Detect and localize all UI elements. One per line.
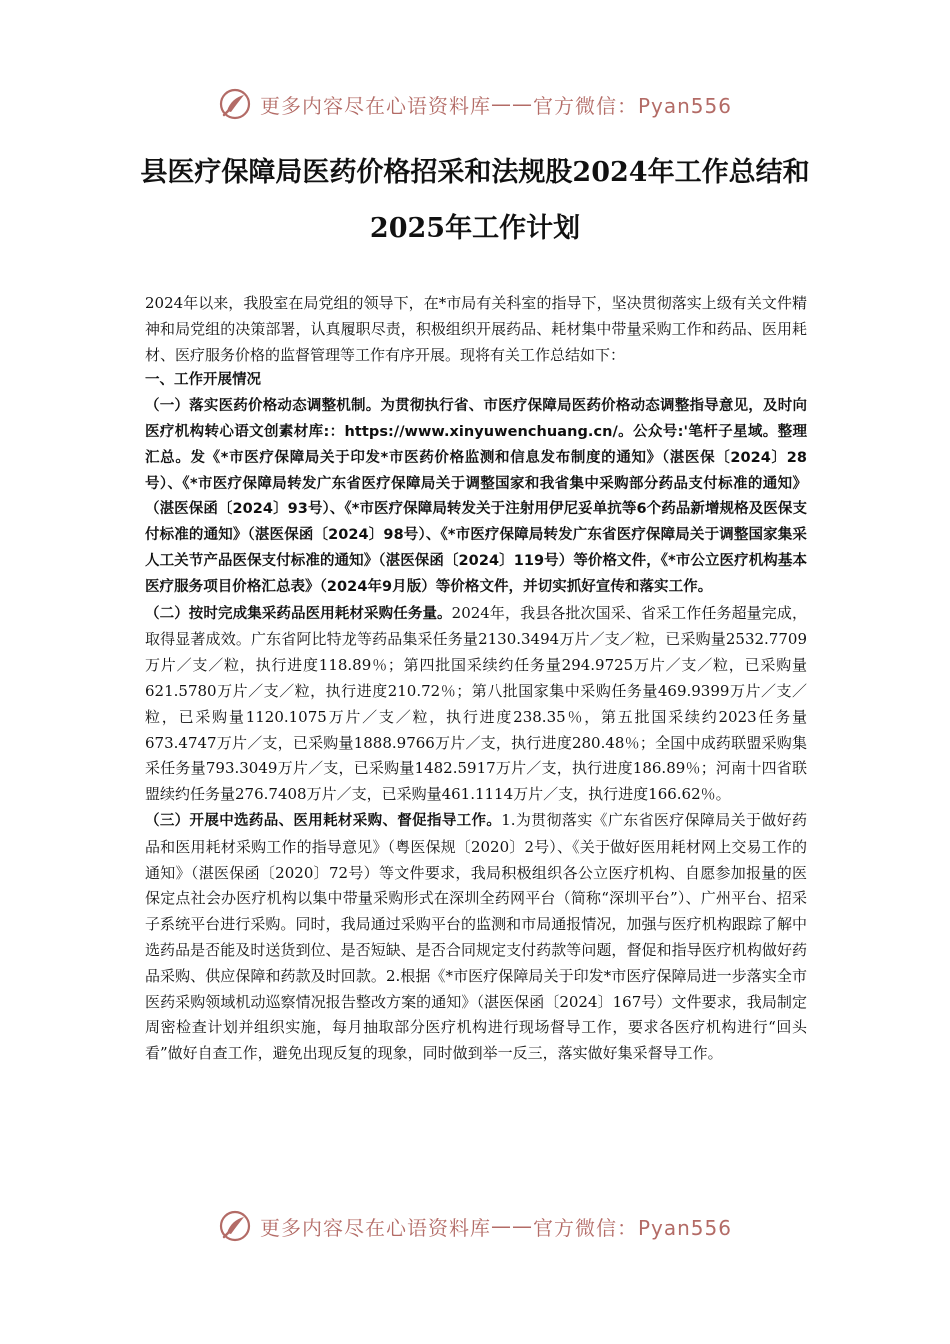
document-title: 县医疗保障局医药价格招采和法规股2024年工作总结和2025年工作计划 — [140, 157, 810, 244]
item2-lead: （二）按时完成集采药品医用耗材采购任务量。 — [145, 605, 452, 622]
item1-paragraph: （一）落实医药价格动态调整机制。为贯彻执行省、市医疗保障局医药价格动态调整指导意见，及时向医疗机构转心语文创素材库:：https://www.xinyuwenchuang.cn/。公众号:'笔杆子星域。整理汇总。发《*市医疗保障局关于印发*市医药价格监测和信息发布制度的通知》（湛医保〔2024〕28号）、《*市医疗保障局转发广东省医疗保障局关于调整国家和我省集中采购部分药品支付标准的通知》（湛医保函〔2024〕93号）、《*市医疗保障局转发关于注射用伊尼妥单抗等6个药品新增规格及医保支付标准的通知》（湛医保函〔2024〕98号）、《*市医疗保障局转发广东省医疗保障局关于调整国家集采人工关节产品医保支付标准的通知》（湛医保函〔2024〕119号）等价格文件，《*市公立医疗机构基本医疗服务项目价格汇总表》（2024年9月版）等价格文件，并切实抓好宣传和落实工作。 — [145, 398, 807, 595]
section-heading: 一、工作开展情况 — [145, 372, 261, 389]
item2-text: 2024年，我县各批次国采、省采工作任务超量完成，取得显著成效。广东省阿比特龙等药品集采任务量2130.3494万片／支／粒，已采购量2532.7709万片／支／粒，执行进度118.89％；第四批国采续约任务量294.9725万片／支／粒，已采购量621.5780万片／支／粒，执行进度210.72％；第八批国家集中采购任务量469.9399万片／支／粒，已采购量1120.1075万片／支／粒，执行进度238.35％，第五批国采续约2023任务量673.4747万片／支，已采购量1888.9766万片／支，执行进度280.48％；全国中成药联盟采购集采任务量793.3049万片／支，已采购量1482.5917万片／支，执行进度186.89％；河南十四省联盟续约任务量276.7408万片／支，已采购量461.1114万片／支，执行进度166.62％。 — [145, 603, 807, 804]
item3-lead: （三）开展中选药品、医用耗材采购、督促指导工作。 — [145, 812, 502, 829]
item2-paragraph — [145, 601, 807, 808]
header-banner — [0, 82, 950, 126]
banner-dash: —— — [490, 1214, 533, 1238]
brand-logo-icon — [218, 1209, 252, 1243]
banner-dash: —— — [490, 92, 533, 116]
item3-paragraph — [145, 808, 807, 1067]
document-body — [145, 291, 807, 1067]
banner-text: 更多内容尽在心语资料库 — [259, 1215, 491, 1240]
item3-text: 1.为贯彻落实《广东省医疗保障局关于做好药品和医用耗材采购工作的指导意见》（粤医保规〔2020〕2号）、《关于做好医用耗材网上交易工作的通知》（湛医保函〔2020〕72号）等文件要求，我局积极组织各公立医疗机构、自愿参加报量的医保定点社会办医疗机构以集中带量采购形式在深圳全药网平台（简称“深圳平台”）、广州平台、招采子系统平台进行采购。同时，我局通过采购平台的监测和市局通报情况，加强与医疗机构跟踪了解中选药品是否能及时送货到位、是否短缺、是否合同规定支付药款等问题，督促和指导医疗机构做好药品采购、供应保障和药款及时回款。2.根据《*市医疗保障局关于印发*市医疗保障局进一步落实全市医药采购领域机动巡察情况报告整改方案的通知》（湛医保函〔2024〕167号）文件要求，我局制定周密检查计划并组织实施，每月抽取部分医疗机构进行现场督导工作，要求各医疗机构进行“回头看”做好自查工作，避免出现反复的现象，同时做到举一反三，落实做好集采督导工作。 — [145, 810, 807, 1063]
banner-wechat: 官方微信：Pyan556 — [532, 1215, 732, 1240]
banner-wechat: 官方微信：Pyan556 — [532, 93, 732, 118]
intro-paragraph: 2024年以来，我股室在局党组的领导下，在*市局有关科室的指导下，坚决贯彻落实上级有关文件精神和局党组的决策部署，认真履职尽责，积极组织开展药品、耗材集中带量采购工作和药品、医用耗材、医疗服务价格的监督管理等工作有序开展。现将有关工作总结如下： — [145, 294, 807, 364]
footer-banner — [0, 1204, 950, 1248]
banner-text: 更多内容尽在心语资料库 — [259, 93, 491, 118]
brand-logo-icon — [218, 87, 252, 121]
